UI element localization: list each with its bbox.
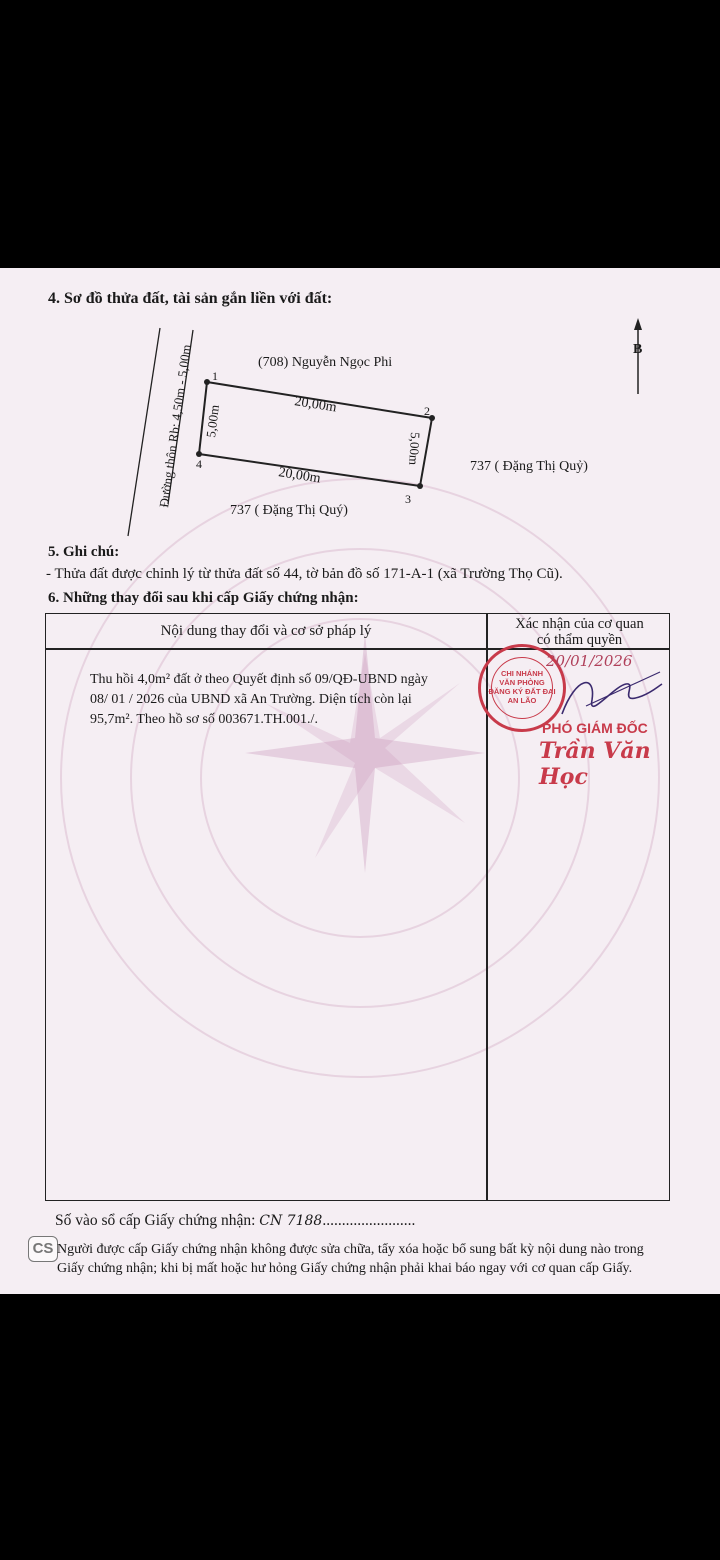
north-label: B (633, 342, 643, 357)
column-header-confirmation-line1: Xác nhận của cơ quan (515, 616, 644, 632)
point-1-label: 1 (212, 369, 218, 383)
bottom-neighbor-label: 737 ( Đặng Thị Quý) (230, 503, 348, 518)
road-line-outer (128, 328, 160, 536)
seal-line-1: CHI NHÁNH (500, 669, 544, 678)
registry-label: Số vào sổ cấp Giấy chứng nhận: (55, 1212, 256, 1229)
section-5-heading: 5. Ghi chú: (48, 544, 120, 560)
edge-left-length: 5,00m (203, 403, 222, 439)
change-line-2: 08/ 01 / 2026 của UBND xã An Trường. Diện tích còn lại (90, 692, 412, 707)
change-content (90, 670, 470, 730)
north-arrowhead-icon (634, 318, 642, 330)
top-neighbor-label: (708) Nguyễn Ngọc Phi (258, 355, 393, 370)
edge-top-length: 20,00m (293, 394, 338, 416)
edge-right-length: 5,00m (406, 431, 423, 466)
column-header-confirmation (488, 616, 671, 648)
camscanner-badge: CS (28, 1236, 58, 1262)
section-5-note: - Thửa đất được chỉnh lý từ thửa đất số 44, tờ bản đồ số 171-A-1 (xã Trường Thọ Cũ). (46, 566, 563, 582)
footer-note-line-1: Người được cấp Giấy chứng nhận không được sửa chữa, tẩy xóa hoặc bổ sung bất kỳ nội dung nào trong (57, 1242, 644, 1257)
seal-line-4: AN LÃO (507, 696, 537, 705)
point-3-label: 3 (405, 492, 411, 506)
column-header-content: Nội dung thay đổi và cơ sở pháp lý (160, 623, 372, 639)
confirmation-date: 20/01/2026 (546, 652, 633, 670)
signer-name: Trần Văn Học (539, 738, 651, 790)
point-4-label: 4 (196, 457, 202, 471)
registry-dots: ........................ (322, 1212, 416, 1229)
certificate-page (0, 268, 720, 1294)
registry-value: CN 7188 (259, 1213, 323, 1229)
right-neighbor-label: 737 ( Đặng Thị Quỷ) (470, 459, 588, 474)
parcel-diagram (0, 308, 720, 548)
point-1-marker (204, 379, 210, 385)
section-4-heading: 4. Sơ đồ thửa đất, tài sản gắn liền với đất: (48, 290, 333, 307)
seal-line-3: ĐĂNG KÝ ĐẤT ĐAI (488, 687, 556, 696)
road-label: Đường thôn Rb: 4,50m - 5,00m (156, 343, 194, 509)
change-line-3: 95,7m². Theo hồ sơ số 003671.TH.001./. (90, 712, 318, 727)
header-divider (46, 648, 669, 650)
change-line-1: Thu hồi 4,0m² đất ở theo Quyết định số 09/QĐ-UBND ngày (90, 672, 428, 687)
changes-table (45, 613, 670, 1201)
signature-icon (556, 666, 666, 726)
section-6-heading: 6. Những thay đổi sau khi cấp Giấy chứng nhận: (48, 590, 359, 606)
registry-number-line (55, 1212, 415, 1230)
seal-line-2: VĂN PHÒNG (499, 678, 545, 687)
column-header-confirmation-line2: có thẩm quyền (536, 632, 623, 648)
point-2-label: 2 (424, 404, 430, 418)
point-3-marker (417, 483, 423, 489)
footer-note-line-2: Giấy chứng nhận; khi bị mất hoặc hư hỏng Giấy chứng nhận phải khai báo ngay với cơ quan cấp Giấy. (57, 1261, 633, 1276)
edge-bottom-length: 20,00m (277, 465, 322, 487)
signer-title: PHÓ GIÁM ĐỐC (542, 720, 648, 736)
